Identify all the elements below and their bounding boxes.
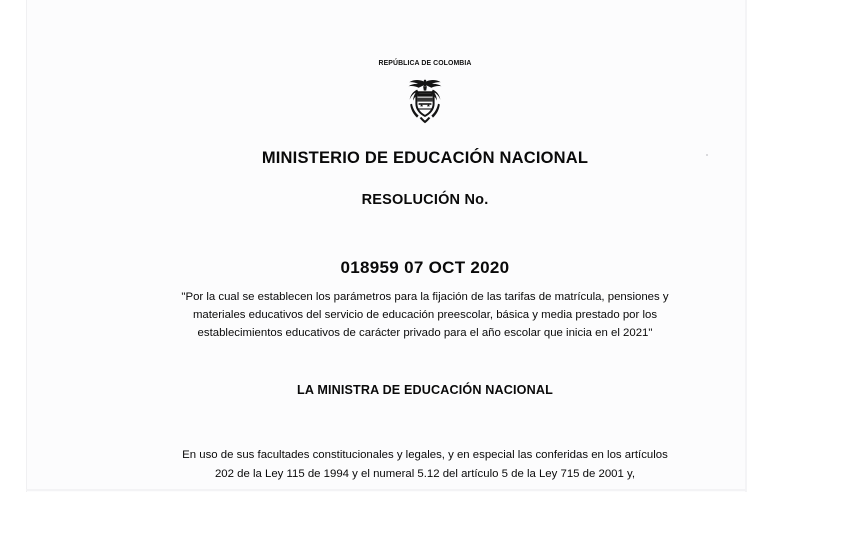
summary-line-2: materiales educativos del servicio de educación preescolar, básica y media prestado por los bbox=[192, 309, 658, 322]
considerations-line-1: En uso de sus facultades constitucionales y legales, y en especial las conferidas en los artículos bbox=[182, 449, 668, 461]
summary-line-3: establecimientos educativos de carácter privado para el año escolar que inicia en el 2021" bbox=[197, 327, 653, 340]
colombia-coat-of-arms-icon bbox=[406, 76, 444, 124]
minister-title: LA MINISTRA DE EDUCACIÓN NACIONAL bbox=[297, 383, 553, 397]
republic-header: REPÚBLICA DE COLOMBIA bbox=[378, 58, 472, 67]
resolution-summary bbox=[0, 288, 850, 343]
ministry-title: MINISTERIO DE EDUCACIÓN NACIONAL bbox=[261, 149, 589, 167]
resolution-label: RESOLUCIÓN No. bbox=[361, 192, 489, 208]
considerations-paragraph bbox=[0, 446, 850, 483]
resolution-number: 018959 07 OCT 2020 bbox=[340, 258, 510, 277]
considerations-line-2: 202 de la Ley 115 de 1994 y el numeral 5.12 del artículo 5 de la Ley 715 de 2001 y, bbox=[214, 467, 636, 480]
summary-line-1: "Por la cual se establecen los parámetros para la fijación de las tarifas de matrícula, pensiones y bbox=[181, 291, 669, 303]
